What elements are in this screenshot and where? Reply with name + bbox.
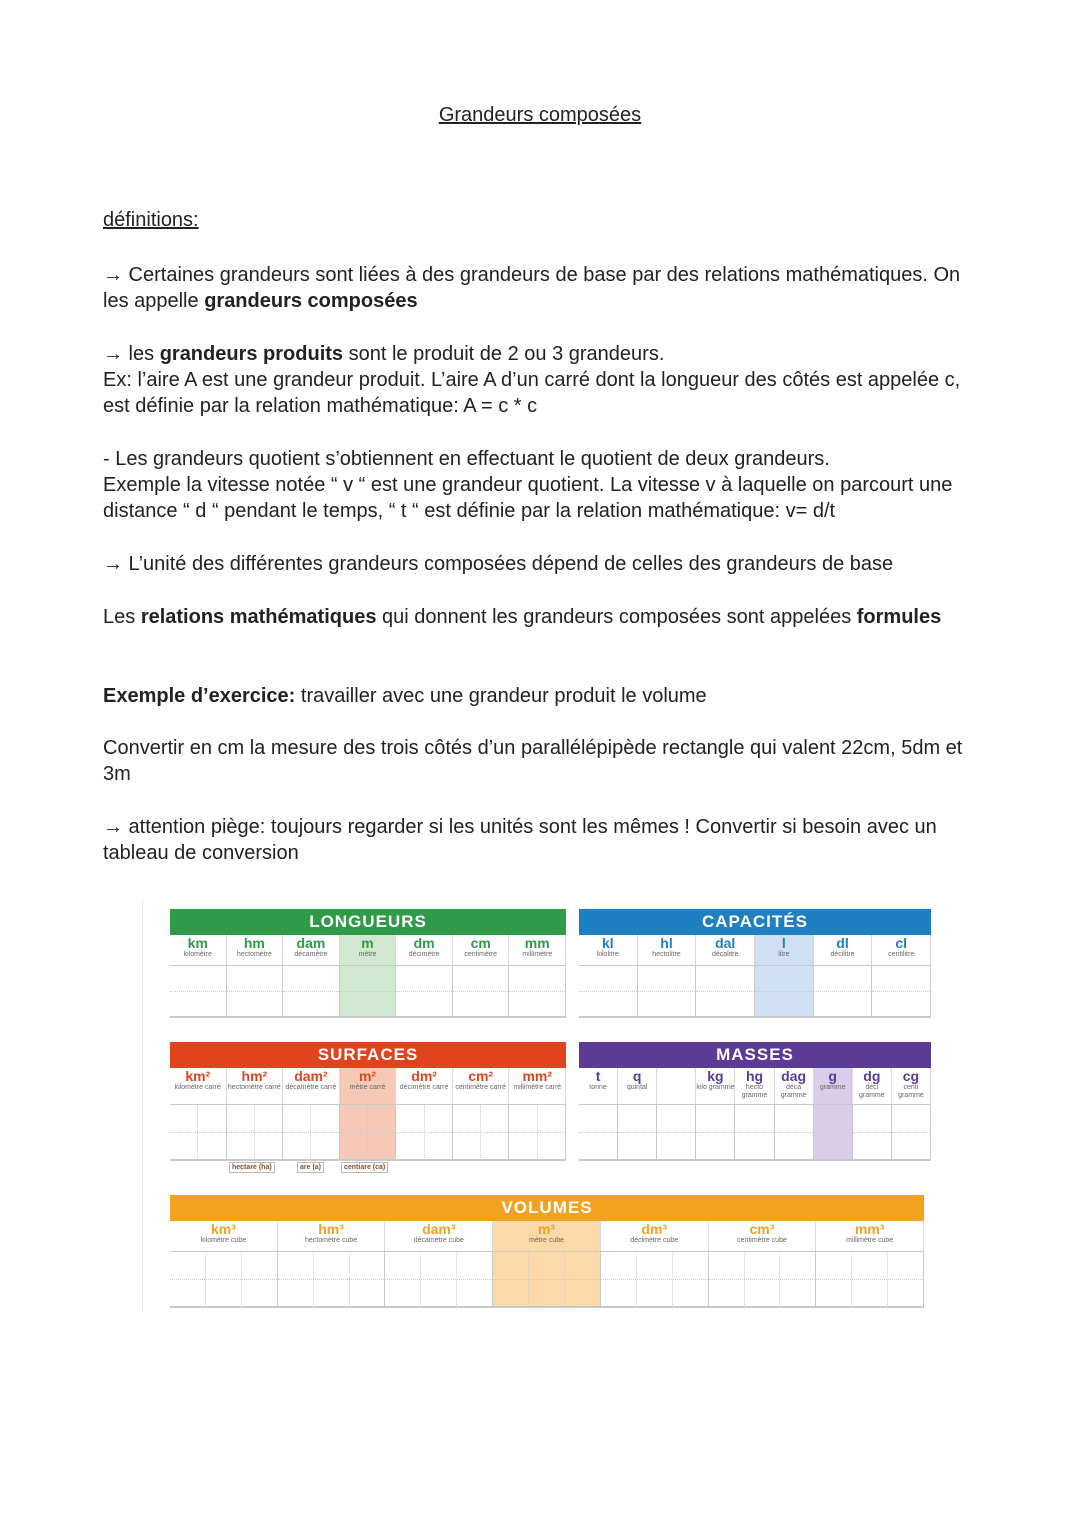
grid-cell bbox=[396, 1133, 452, 1160]
table-grid bbox=[170, 965, 566, 1018]
grid-cell bbox=[396, 1105, 452, 1133]
grid-cell bbox=[283, 1105, 339, 1133]
grid-cell bbox=[892, 1105, 930, 1133]
grid-cell bbox=[872, 992, 930, 1017]
grid-column bbox=[453, 1105, 510, 1159]
unit-name: centi gramme bbox=[898, 1084, 924, 1099]
unit-symbol: dal bbox=[715, 935, 736, 951]
unit-symbol: km² bbox=[185, 1068, 211, 1084]
unit-name: hectolitre bbox=[652, 951, 681, 958]
unit-longueurs-0 bbox=[170, 935, 227, 965]
grid-cell bbox=[755, 966, 813, 992]
grid-cell bbox=[170, 1280, 277, 1307]
grid-cell bbox=[579, 992, 637, 1017]
unit-name: gramme bbox=[819, 1084, 846, 1091]
unit-symbol: dm bbox=[413, 935, 435, 951]
grid-column bbox=[601, 1252, 709, 1306]
unit-name: kilomètre bbox=[183, 951, 212, 958]
grid-cell bbox=[385, 1280, 492, 1307]
grid-cell bbox=[709, 1280, 816, 1307]
unit-symbol: kg bbox=[707, 1068, 724, 1084]
grid-column bbox=[396, 966, 453, 1016]
unit-name: kilo gramme bbox=[696, 1084, 735, 1091]
text: → les bbox=[103, 343, 160, 365]
grid-cell bbox=[657, 1105, 695, 1133]
bold-text: Exemple d’exercice: bbox=[103, 685, 296, 707]
grid-column bbox=[872, 966, 931, 1016]
grid-cell bbox=[509, 992, 565, 1017]
unit-symbol: dam bbox=[296, 935, 326, 951]
paragraph-unite: → L’unité des différentes grandeurs composées dépend de celles des grandeurs de base bbox=[103, 553, 894, 575]
grid-cell bbox=[385, 1252, 492, 1280]
unit-name: hectomètre carré bbox=[227, 1084, 281, 1091]
unit-name: centimètre carré bbox=[455, 1084, 506, 1091]
grid-cell bbox=[227, 966, 283, 992]
grid-cell bbox=[872, 966, 930, 992]
unit-symbol: m bbox=[361, 935, 374, 951]
table-grid bbox=[170, 1104, 566, 1161]
grid-cell bbox=[696, 1105, 734, 1133]
grid-cell bbox=[453, 966, 509, 992]
unit-capacites-3 bbox=[755, 935, 814, 965]
unit-symbol: mm³ bbox=[854, 1221, 885, 1237]
grid-column bbox=[283, 966, 340, 1016]
grid-cell bbox=[227, 992, 283, 1017]
unit-symbol: cg bbox=[902, 1068, 920, 1084]
grid-cell bbox=[283, 992, 339, 1017]
grid-cell bbox=[170, 1105, 226, 1133]
grid-cell bbox=[340, 1133, 396, 1160]
unit-name: décilitre bbox=[830, 951, 855, 958]
grid-column bbox=[227, 966, 284, 1016]
centiare-label: centiare (ca) bbox=[341, 1162, 388, 1173]
unit-longueurs-2 bbox=[283, 935, 340, 965]
table-surfaces bbox=[170, 1042, 566, 1161]
grid-column bbox=[892, 1105, 931, 1159]
unit-symbol: mm bbox=[524, 935, 550, 951]
unit-header-row bbox=[170, 1068, 566, 1104]
grid-column bbox=[814, 966, 873, 1016]
unit-surfaces-1 bbox=[227, 1068, 284, 1104]
grid-cell bbox=[601, 1280, 708, 1307]
paragraph-composees bbox=[103, 262, 983, 314]
grid-cell bbox=[170, 1133, 226, 1160]
grid-cell bbox=[696, 992, 754, 1017]
unit-name: décimètre bbox=[408, 951, 440, 958]
bold-text: grandeurs composées bbox=[204, 290, 418, 312]
grid-column bbox=[853, 1105, 892, 1159]
unit-name: centimètre bbox=[464, 951, 498, 958]
unit-volumes-5 bbox=[709, 1221, 817, 1251]
grid-column bbox=[385, 1252, 493, 1306]
unit-symbol: hg bbox=[745, 1068, 764, 1084]
unit-symbol: hm³ bbox=[318, 1221, 344, 1237]
are-label: are (a) bbox=[297, 1162, 324, 1173]
unit-volumes-0 bbox=[170, 1221, 278, 1251]
grid-column bbox=[509, 1105, 566, 1159]
grid-column bbox=[709, 1252, 817, 1306]
paragraph-quotient bbox=[103, 446, 963, 524]
unit-surfaces-5 bbox=[453, 1068, 510, 1104]
unit-volumes-6 bbox=[816, 1221, 924, 1251]
grid-cell bbox=[278, 1280, 385, 1307]
unit-masses-2 bbox=[657, 1068, 696, 1104]
grid-cell bbox=[340, 1105, 396, 1133]
unit-longueurs-3 bbox=[340, 935, 397, 965]
grid-cell bbox=[579, 966, 637, 992]
unit-masses-0 bbox=[579, 1068, 618, 1104]
hectare-label: hectare (ha) bbox=[229, 1162, 275, 1173]
grid-cell bbox=[340, 966, 396, 992]
text: travailler avec une grandeur produit le volume bbox=[295, 685, 707, 707]
grid-cell bbox=[278, 1252, 385, 1280]
grid-column bbox=[340, 1105, 397, 1159]
grid-cell bbox=[853, 1133, 891, 1160]
unit-surfaces-4 bbox=[396, 1068, 453, 1104]
grid-column bbox=[170, 1252, 278, 1306]
grid-cell bbox=[814, 1105, 852, 1133]
table-title: VOLUMES bbox=[170, 1195, 924, 1221]
unit-name: hecto gramme bbox=[741, 1084, 768, 1099]
grid-column bbox=[657, 1105, 696, 1159]
unit-name: hectomètre bbox=[236, 951, 272, 958]
unit-name: décimètre cube bbox=[630, 1237, 679, 1244]
unit-masses-1 bbox=[618, 1068, 657, 1104]
unit-name: déci gramme bbox=[858, 1084, 885, 1099]
text: Les bbox=[103, 606, 141, 628]
unit-name: millimètre cube bbox=[846, 1237, 894, 1244]
grid-cell bbox=[396, 966, 452, 992]
grid-cell bbox=[638, 966, 696, 992]
grid-cell bbox=[453, 1133, 509, 1160]
unit-volumes-4 bbox=[601, 1221, 709, 1251]
grid-column bbox=[509, 966, 566, 1016]
unit-symbol: dg bbox=[863, 1068, 881, 1084]
text: Exemple la vitesse notée “ v “ est une grandeur quotient. La vitesse v à laquelle on parcourt une distance “ d “ pendant le temps, “ t “ est définie par la relation mathématique: v= d/t bbox=[103, 474, 953, 522]
unit-symbol: g bbox=[828, 1068, 837, 1084]
grid-cell bbox=[892, 1133, 930, 1160]
unit-name: hectomètre cube bbox=[305, 1237, 358, 1244]
unit-symbol: km³ bbox=[210, 1221, 236, 1237]
unit-name: millimètre bbox=[522, 951, 553, 958]
text: Ex: l’aire A est une grandeur produit. L’aire A d’un carré dont la longueur des côtés est appelée c, est définie par la relation mathématique: A = c * c bbox=[103, 369, 961, 417]
unit-symbol: dm³ bbox=[641, 1221, 668, 1237]
unit-name: quintal bbox=[626, 1084, 648, 1091]
unit-masses-8 bbox=[892, 1068, 931, 1104]
grid-column bbox=[579, 1105, 618, 1159]
unit-name: déca gramme bbox=[780, 1084, 807, 1099]
grid-column bbox=[696, 966, 755, 1016]
paragraph-convertir: Convertir en cm la mesure des trois côtés d’un parallélépipède rectangle qui valent 22cm, 5dm et 3m bbox=[103, 737, 963, 785]
grid-cell bbox=[170, 966, 226, 992]
grid-cell bbox=[340, 992, 396, 1017]
unit-symbol: t bbox=[595, 1068, 601, 1084]
unit-name: litre bbox=[778, 951, 790, 958]
unit-surfaces-6 bbox=[509, 1068, 566, 1104]
unit-symbol: dam² bbox=[294, 1068, 328, 1084]
grid-cell bbox=[709, 1252, 816, 1280]
unit-name: tonne bbox=[589, 1084, 607, 1091]
paragraph-exemple bbox=[103, 683, 983, 709]
text: qui donnent les grandeurs composées sont appelées bbox=[376, 606, 857, 628]
grid-column bbox=[493, 1252, 601, 1306]
unit-name: centimètre cube bbox=[737, 1237, 787, 1244]
unit-masses-3 bbox=[696, 1068, 735, 1104]
unit-capacites-1 bbox=[638, 935, 697, 965]
unit-symbol: m² bbox=[358, 1068, 377, 1084]
unit-name: décamètre cube bbox=[413, 1237, 464, 1244]
bold-text: grandeurs produits bbox=[159, 343, 344, 365]
grid-cell bbox=[227, 1105, 283, 1133]
unit-name: décimètre carré bbox=[399, 1084, 449, 1091]
unit-name: kilolitre bbox=[596, 951, 619, 958]
grid-cell bbox=[493, 1252, 600, 1280]
unit-longueurs-1 bbox=[227, 935, 284, 965]
table-grid bbox=[579, 965, 931, 1018]
unit-capacites-2 bbox=[696, 935, 755, 965]
bold-text: formules bbox=[856, 606, 942, 628]
grid-cell bbox=[816, 1252, 923, 1280]
unit-symbol: cm bbox=[470, 935, 491, 951]
table-grid bbox=[579, 1104, 931, 1161]
grid-column bbox=[816, 1252, 924, 1306]
unit-surfaces-0 bbox=[170, 1068, 227, 1104]
grid-column bbox=[618, 1105, 657, 1159]
grid-cell bbox=[814, 966, 872, 992]
grid-cell bbox=[509, 1133, 565, 1160]
grid-cell bbox=[283, 966, 339, 992]
table-longueurs bbox=[170, 909, 566, 1018]
grid-cell bbox=[696, 1133, 734, 1160]
unit-surfaces-2 bbox=[283, 1068, 340, 1104]
section-heading: définitions: bbox=[103, 209, 199, 231]
unit-symbol: hm bbox=[243, 935, 265, 951]
table-masses bbox=[579, 1042, 931, 1161]
paragraph-attention: → attention piège: toujours regarder si les unités sont les mêmes ! Convertir si besoin avec un tableau de conversion bbox=[103, 816, 937, 864]
grid-cell bbox=[853, 1105, 891, 1133]
grid-cell bbox=[170, 992, 226, 1017]
unit-symbol: dam³ bbox=[422, 1221, 456, 1237]
grid-cell bbox=[814, 992, 872, 1017]
grid-cell bbox=[696, 966, 754, 992]
grid-cell bbox=[509, 966, 565, 992]
unit-header-row bbox=[170, 1221, 924, 1251]
unit-symbol: dl bbox=[836, 935, 849, 951]
grid-cell bbox=[735, 1133, 773, 1160]
grid-cell bbox=[283, 1133, 339, 1160]
table-title: SURFACES bbox=[170, 1042, 566, 1068]
text: sont le produit de 2 ou 3 grandeurs. bbox=[343, 343, 665, 365]
unit-symbol: cm³ bbox=[749, 1221, 775, 1237]
grid-cell bbox=[618, 1105, 656, 1133]
grid-cell bbox=[775, 1133, 813, 1160]
paragraph-formules bbox=[103, 604, 983, 630]
grid-cell bbox=[170, 1252, 277, 1280]
unit-capacites-0 bbox=[579, 935, 638, 965]
grid-cell bbox=[638, 992, 696, 1017]
text: - Les grandeurs quotient s’obtiennent en effectuant le quotient de deux grandeurs. bbox=[103, 448, 830, 470]
unit-longueurs-6 bbox=[509, 935, 566, 965]
grid-column bbox=[638, 966, 697, 1016]
unit-symbol: kl bbox=[601, 935, 614, 951]
unit-symbol: dag bbox=[781, 1068, 807, 1084]
unit-volumes-3 bbox=[493, 1221, 601, 1251]
grid-cell bbox=[601, 1252, 708, 1280]
grid-cell bbox=[657, 1133, 695, 1160]
grid-cell bbox=[755, 992, 813, 1017]
grid-column bbox=[696, 1105, 735, 1159]
grid-cell bbox=[814, 1133, 852, 1160]
unit-volumes-2 bbox=[385, 1221, 493, 1251]
grid-cell bbox=[618, 1133, 656, 1160]
unit-name: mètre bbox=[358, 951, 377, 958]
grid-cell bbox=[227, 1133, 283, 1160]
grid-cell bbox=[816, 1280, 923, 1307]
bold-text: relations mathématiques bbox=[140, 606, 377, 628]
unit-name: décamètre bbox=[294, 951, 328, 958]
unit-masses-5 bbox=[775, 1068, 814, 1104]
grid-column bbox=[396, 1105, 453, 1159]
grid-column bbox=[278, 1252, 386, 1306]
unit-symbol: dm² bbox=[411, 1068, 437, 1084]
unit-symbol: mm² bbox=[522, 1068, 553, 1084]
image-border bbox=[142, 900, 143, 1310]
unit-capacites-5 bbox=[872, 935, 931, 965]
grid-column bbox=[340, 966, 397, 1016]
grid-cell bbox=[775, 1105, 813, 1133]
unit-capacites-4 bbox=[814, 935, 873, 965]
table-title: LONGUEURS bbox=[170, 909, 566, 935]
grid-column bbox=[283, 1105, 340, 1159]
unit-header-row bbox=[579, 1068, 931, 1104]
table-title: CAPACITÉS bbox=[579, 909, 931, 935]
text: → Certaines grandeurs sont liées à des grandeurs de base par des relations mathématiques. On les appelle bbox=[103, 264, 961, 312]
grid-column bbox=[735, 1105, 774, 1159]
unit-header-row bbox=[170, 935, 566, 965]
unit-masses-6 bbox=[814, 1068, 853, 1104]
unit-masses-4 bbox=[735, 1068, 774, 1104]
unit-symbol: km bbox=[187, 935, 208, 951]
unit-name: décalitre bbox=[711, 951, 739, 958]
grid-cell bbox=[579, 1105, 617, 1133]
unit-symbol: q bbox=[632, 1068, 642, 1084]
unit-name: mètre carré bbox=[349, 1084, 386, 1091]
unit-name: décamètre carré bbox=[285, 1084, 337, 1091]
grid-column bbox=[170, 1105, 227, 1159]
unit-name: mètre cube bbox=[529, 1237, 565, 1244]
unit-symbol: cl bbox=[895, 935, 908, 951]
grid-cell bbox=[396, 992, 452, 1017]
grid-column bbox=[775, 1105, 814, 1159]
table-volumes bbox=[170, 1195, 924, 1308]
table-grid bbox=[170, 1251, 924, 1308]
grid-column bbox=[170, 966, 227, 1016]
grid-cell bbox=[453, 992, 509, 1017]
grid-cell bbox=[735, 1105, 773, 1133]
grid-cell bbox=[493, 1280, 600, 1307]
unit-surfaces-3 bbox=[340, 1068, 397, 1104]
grid-column bbox=[227, 1105, 284, 1159]
page-title: Grandeurs composées bbox=[438, 104, 642, 126]
unit-name: kilomètre carré bbox=[174, 1084, 221, 1091]
paragraph-produits bbox=[103, 341, 983, 419]
grid-column bbox=[579, 966, 638, 1016]
unit-name: millimètre carré bbox=[513, 1084, 562, 1091]
grid-cell bbox=[453, 1105, 509, 1133]
unit-longueurs-5 bbox=[453, 935, 510, 965]
unit-symbol: l bbox=[781, 935, 786, 951]
table-capacites bbox=[579, 909, 931, 1018]
grid-column bbox=[453, 966, 510, 1016]
unit-name: centilitre bbox=[888, 951, 915, 958]
grid-cell bbox=[579, 1133, 617, 1160]
unit-symbol: m³ bbox=[537, 1221, 556, 1237]
grid-column bbox=[755, 966, 814, 1016]
unit-volumes-1 bbox=[278, 1221, 386, 1251]
grid-column bbox=[814, 1105, 853, 1159]
unit-symbol: cm² bbox=[468, 1068, 494, 1084]
unit-symbol: hl bbox=[660, 935, 673, 951]
unit-symbol: hm² bbox=[241, 1068, 268, 1084]
table-title: MASSES bbox=[579, 1042, 931, 1068]
unit-masses-7 bbox=[853, 1068, 892, 1104]
unit-header-row bbox=[579, 935, 931, 965]
unit-name: kilomètre cube bbox=[200, 1237, 247, 1244]
grid-cell bbox=[509, 1105, 565, 1133]
unit-longueurs-4 bbox=[396, 935, 453, 965]
